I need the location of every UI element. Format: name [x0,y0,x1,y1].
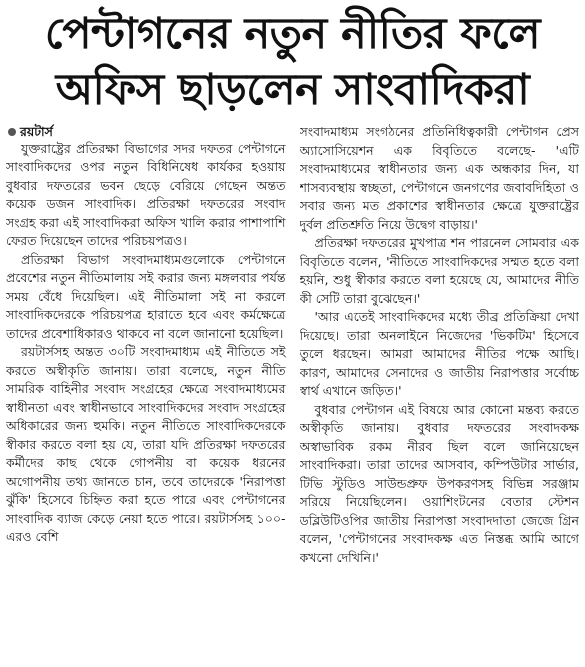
paragraph: রয়টার্সসহ অন্তত ৩০টি সংবাদমাধ্যম এই নীতিতে সই করতে অস্বীকৃতি জানায়। তারা বলেছে, নতুন নীতি সামরিক বাহিনীর সংবাদ সংগ্রহের ক্ষেত্রে সংবাদমাধ্যমের স্বাধীনতা এবং স্বাধীনভাবে সাংবাদিকদের সংবাদ সংগ্রহের অধিকারের জন্য হুমকি। নতুন নীতিতে সাংবাদিকদেরকে স্বীকার করতে বলা হয় যে, তারা যদি প্রতিরক্ষা দফতরের কর্মীদের কাছ থেকে গোপনীয় বা কয়েক ধরনের অগোপনীয় তথ্য জানতে চান, তবে তাদেরকে 'নিরাপত্তা ঝুঁকি' হিসেবে চিহ্নিত করা হতে পারে এবং পেন্টাগনের সাংবাদিক ব্যাজ কেড়ে নেয়া হতে পারে। রয়টার্সসহ ১০০-এরও বেশি [6,344,286,544]
byline-source: রয়টার্স [20,124,53,139]
paragraph: যুক্তরাষ্ট্রের প্রতিরক্ষা বিভাগের সদর দফতর পেন্টাগনে সাংবাদিকদের ওপর নতুন বিধিনিষেধ কার্যকর হওয়ায় বুধবার দফতরের ভবন ছেড়ে বেরিয়ে গেছেন অন্তত কয়েক ডজন সাংবাদিক। প্রতিরক্ষা দফতরের সংবাদ সংগ্রহ করা এই সাংবাদিকরা অফিস খালি করার পাশাপাশি ফেরত দিয়েছেন তাদের পরিচয়পত্রও। [6,140,286,248]
paragraph: বুধবার পেন্টাগন এই বিষয়ে আর কোনো মন্তব্য করতে অস্বীকৃতি জানায়। বুধবার দফতরের সংবাদকক্ষ অস্বাভাবিক রকম নীরব ছিল বলে জানিয়েছেন সাংবাদিকরা। তারা তাদের আসবাব, কম্পিউটার সার্ভার, টিভি স্টুডিও সাউন্ডপ্রুফ উপকরণসহ বিভিন্ন সরঞ্জাম সরিয়ে নিয়েছিলেন। ওয়াশিংটনের বেতার স্টেশন ডব্লিউটিওপির জাতীয় নিরাপত্তা সংবাদদাতা জেজে গ্রিন বলেন, 'পেন্টাগনের সংবাদকক্ষ এত নিস্তব্ধ আমি আগে কখনো দেখিনি।' [299,401,579,565]
article-body [6,123,579,667]
column-left [6,123,286,667]
headline-line-2: অফিস ছাড়লেন সাংবাদিকরা [55,65,530,115]
paragraph: প্রতিরক্ষা দফতরের মুখপাত্র শন পারনেল সোমবার এক বিবৃতিতে বলেন, 'নীতিতে সাংবাদিকদের সম্মত হতে বলা হয়নি, শুধু স্বীকার করতে বলা হয়েছে যে, আমাদের নীতি কী সেটি তারা বুঝেছেন।' [299,235,579,306]
headline [0,6,585,118]
paragraph: প্রতিরক্ষা বিভাগ সংবাদমাধ্যমগুলোকে পেন্টাগনে প্রবেশের নতুন নীতিমালায় সই করার জন্য মঙ্গলবার পর্যন্ত সময় বেঁধে দিয়েছিল। এই নীতিমালা সই না করলে সাংবাদিকদেরকে পরিচয়পত্র হারাতে হবে এবং কর্মক্ষেত্রে তাদের প্রবেশাধিকারও থাকবে না বলে জানানো হয়েছিল। [6,251,286,341]
paragraph: 'আর এতেই সাংবাদিকদের মধ্যে তীব্র প্রতিক্রিয়া দেখা দিয়েছে। তারা অনলাইনে নিজেদের 'ভিকটিম' হিসেবে তুলে ধরছেন। আমরা আমাদের নীতির পক্ষে আছি। কারণ, আমাদের সেনাদের ও জাতীয় নিরাপত্তার সর্বোচ্চ স্বার্থ এখানে জড়িত।' [299,309,579,398]
column-right [300,123,580,667]
headline-line-1: পেন্টাগনের নতুন নীতির ফলে [44,9,541,59]
bullet-icon [8,128,16,136]
paragraph: সংবাদমাধ্যম সংগঠনের প্রতিনিধিত্বকারী পেন্টাগন প্রেস অ্যাসোসিয়েশন এক বিবৃতিতে বলেছে- 'এটি সংবাদমাধ্যমের স্বাধীনতার জন্য এক অন্ধকার দিন, যা শাসব্যবস্থায় স্বচ্ছতা, পেন্টাগনে জনগণের জবাবদিহিতা ও সবার জন্য মত প্রকাশের স্বাধীনতার ক্ষেত্রে যুক্তরাষ্ট্রের দুর্বল প্রতিশ্রুতি নিয়ে উদ্বেগ বাড়ায়।' [299,124,579,232]
